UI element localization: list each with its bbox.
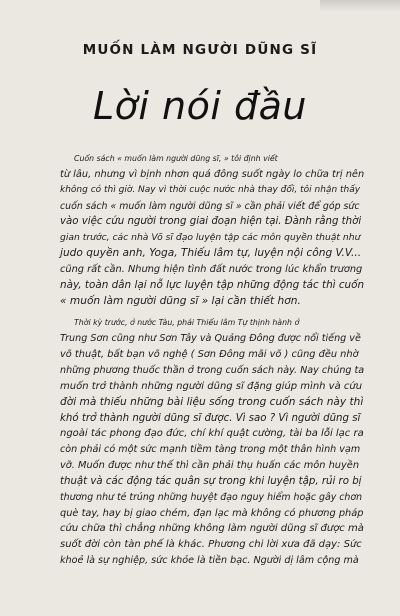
text-line: không có thì giờ. Nay vì thời cuộc nước nhà thay đổi, tôi nhận thấy [60, 184, 361, 195]
text-line: vào việc cứu người trong giai đoạn hiện tại. Đành rằng thời [60, 216, 362, 228]
text-line: còn phải có một sức mạnh tiềm tàng trong một thân hình vạm [60, 444, 361, 456]
paragraph-1 [60, 151, 364, 309]
text-line: muốn trở thành những người dũng sĩ đặng giúp mình và cứu [60, 380, 363, 392]
text-line: què tay, hay bị giao chém, đạn lạc mà không có phương pháp [60, 507, 364, 519]
page-heading: Lời nói đầu [92, 84, 308, 128]
text-line: này, toàn dân lại nỗ lực luyện tập những động tác thì cuốn [60, 278, 365, 291]
text-line: từ lâu, nhưng vì bịnh nhơn quá đông suốt ngày lo chữa trị nên [60, 168, 365, 180]
text-line: khoẻ là sự nghiệp, sức khỏe là tiền bạc. Người dị lâm cộng mà [60, 555, 359, 567]
text-line: « muốn làm người dũng sĩ » lại cần thiết hơn. [60, 294, 301, 307]
paragraph-2 [60, 315, 364, 569]
text-line: thương như té trúng những huyệt đạo nguy hiểm hoặc gây chơn [60, 491, 363, 503]
text-line: judo quyền anh, Yoga, Thiếu lâm tự, luyện nội công V.V... [60, 247, 362, 260]
scan-shadow [320, 0, 400, 12]
text-line: võ thuật, bất bạn võ nghệ ( Sơn Đông mãi võ ) cũng đều nhờ [60, 349, 359, 361]
text-line: đời mà thiếu những bài liệu sống trong cuốn sách này thì [60, 395, 364, 408]
text-line: Trung Sơn cũng như Sơn Tây và Quảng Đông được nổi tiếng về [60, 333, 361, 345]
text-line: cuốn sách « muốn làm người dũng sĩ » cần phải viết để góp sức [60, 200, 360, 212]
text-line: thuật và các động tác quân sự trong khi luyện tập, rủi ro bị [60, 475, 362, 487]
text-line: cứu chữa thì chẳng những không làm người dũng sĩ được mà [60, 523, 364, 535]
text-line: ngoài tác phong đạo đức, chí khí quật cường, tài ba lỗi lạc ra [60, 428, 364, 440]
text-line: những phương thuốc thần ở trong cuốn sách này. Nay chúng ta [60, 364, 365, 376]
text-line: Thời kỳ trước, ở nước Tàu, phái Thiếu lâm Tự thịnh hành ở [74, 318, 300, 328]
text-line: Cuốn sách « muốn làm người dũng sĩ, » tôi định viết [74, 154, 278, 163]
text-line: vỡ. Muốn được như thế thì cần phải thụ huấn các môn huyền [60, 460, 360, 472]
book-title: MUỐN LÀM NGƯỜI DŨNG SĨ [82, 42, 318, 58]
text-line: gian trước, các nhà Võ sĩ đạo luyện tập các môn quyền thuật như [60, 232, 361, 244]
body-text [60, 151, 364, 569]
text-line: suốt đời còn tàn phế là khác. Phương chi lời xưa đã dạy: Sức [60, 539, 362, 551]
text-line: khó trở thành người dũng sĩ được. Vì sao ? Vì người dũng sĩ [60, 412, 361, 424]
text-line: cũng rất cần. Nhưng hiện tình đất nước trong lúc khẩn trương [60, 263, 363, 275]
